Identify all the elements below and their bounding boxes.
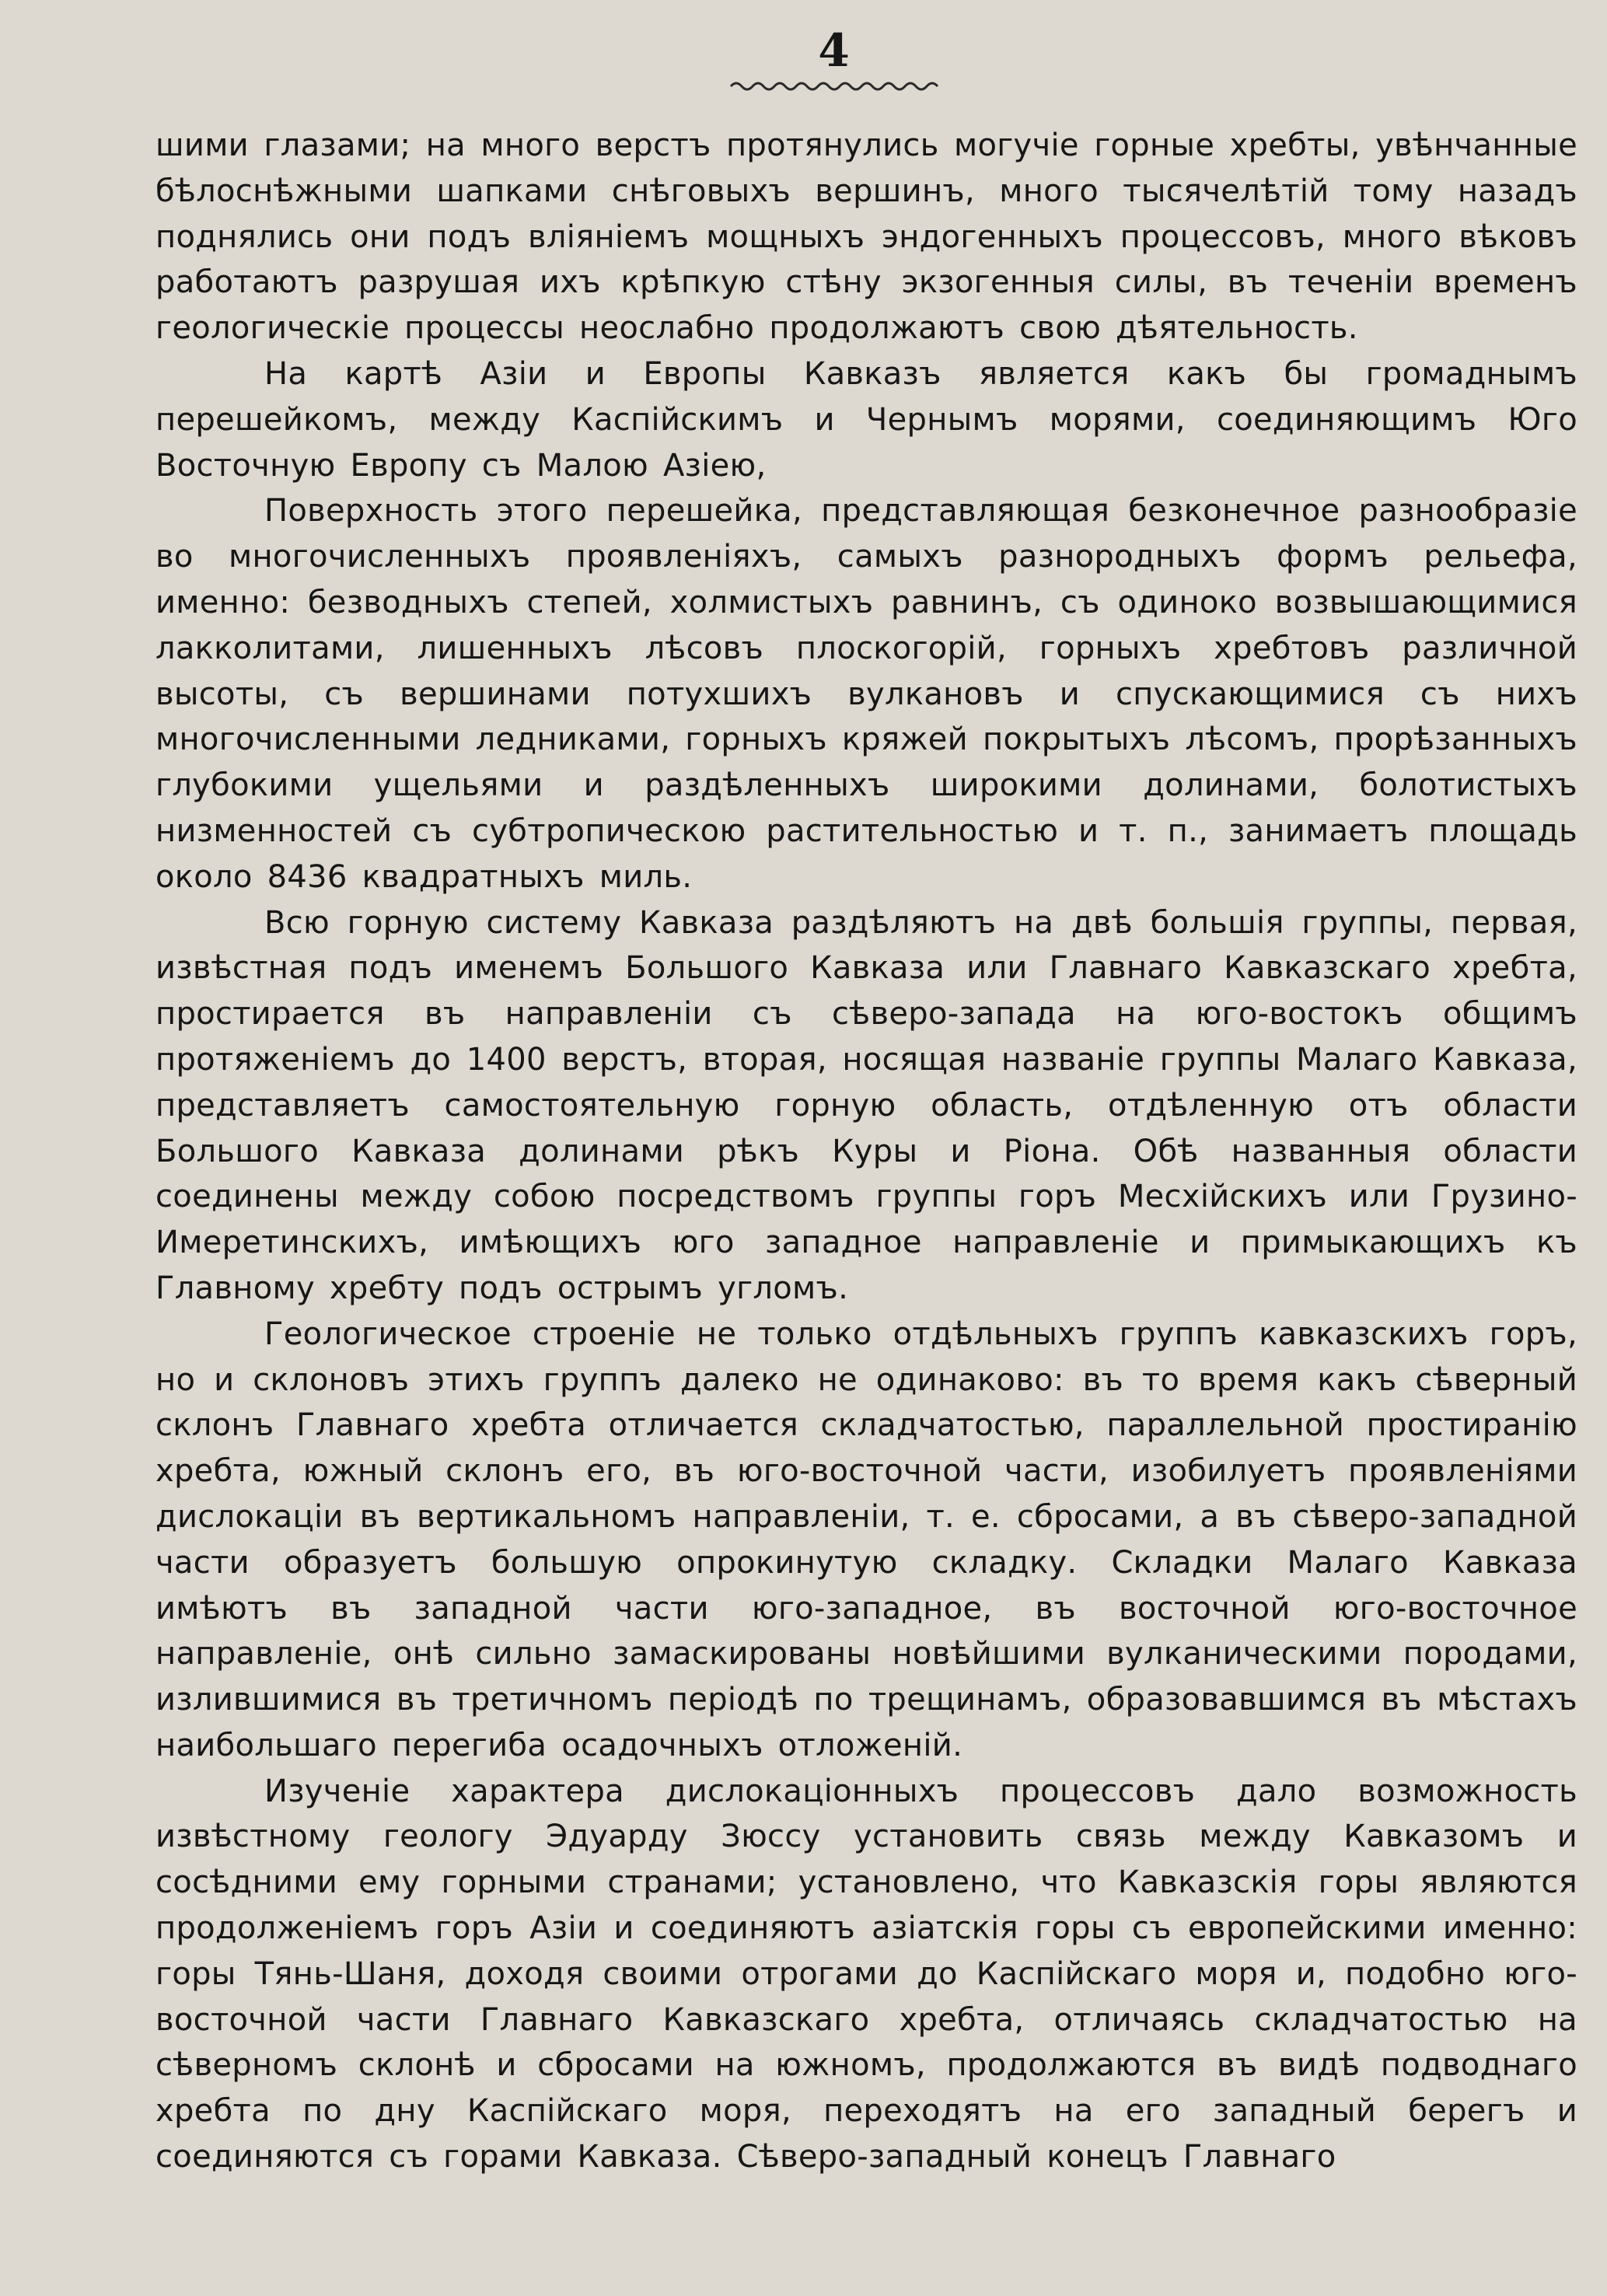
page-number: 4 <box>818 24 850 77</box>
paragraph: Всю горную систему Кавказа раздѣляютъ на двѣ большія группы, первая, извѣстная подъ именемъ Большого Кавказа или Главнаго Кавказскаго хребта, простирается въ направленіи съ сѣверо-запада на юго-востокъ общимъ протяженіемъ до 1400 верстъ, вторая, носящая названіе группы Малаго Кавказа, представляетъ самостоятельную горную область, отдѣленную отъ области Большого Кавказа долинами рѣкъ Куры и Ріона. Обѣ названныя области соединены между собою посредствомъ группы горъ Месхійскихъ или Грузино-Имеретинскихъ, имѣющихъ юго западное направленіе и примыкающихъ къ Главному хребту подъ острымъ угломъ. <box>155 904 1577 1306</box>
paragraph: На картѣ Азіи и Европы Кавказъ является какъ бы громаднымъ перешейкомъ, между Каспійскимъ и Чернымъ морями, соединяющимъ Юго Восточную Европу съ Малою Азіею, <box>155 355 1577 484</box>
body-text <box>155 123 1577 2180</box>
paragraph: Изученіе характера дислокаціонныхъ процессовъ дало возможность извѣстному геологу Эдуарду Зюссу установить связь между Кавказомъ и сосѣдними ему горными странами; установлено, что Кавказскія горы являются продолженіемъ горъ Азіи и соединяютъ азіатскія горы съ европейскими именно: горы Тянь-Шаня, доходя своими отрогами до Каспійскаго моря и, подобно юго-восточной части Главнаго Кавказскаго хребта, отличаясь складчатостью на сѣверномъ склонѣ и сбросами на южномъ, продолжаются въ видѣ подводнаго хребта по дну Каспійскаго моря, переходятъ на его западный берегъ и соединяются съ горами Кавказа. Сѣверо-западный конецъ Главнаго <box>155 1773 1577 2175</box>
paragraph: Геологическое строеніе не только отдѣльныхъ группъ кавказскихъ горъ, но и склоновъ этихъ группъ далеко не одинаково: въ то время какъ сѣверный склонъ Главнаго хребта отличается складчатостью, параллельной простиранію хребта, южный склонъ его, въ юго-восточной части, изобилуетъ проявленіями дислокаціи въ вертикальномъ направленіи, т. е. сбросами, а въ сѣверо-западной части образуетъ большую опрокинутую складку. Складки Малаго Кавказа имѣютъ въ западной части юго-западное, въ восточной юго-восточное направленіе, онѣ сильно замаскированы новѣйшими вулканическими породами, излившимися въ третичномъ періодѣ по трещинамъ, образовавшимся въ мѣстахъ наибольшаго перегиба осадочныхъ отложеній. <box>155 1316 1577 1763</box>
wavy-rule-ornament <box>729 78 939 95</box>
paragraph: Поверхность этого перешейка, представляющая безконечное разнообразіе во многочисленныхъ проявленіяхъ, самыхъ разнородныхъ формъ рельефа, именно: безводныхъ степей, холмистыхъ равнинъ, съ одиноко возвышающимися лакколитами, лишенныхъ лѣсовъ плоскогорій, горныхъ хребтовъ различной высоты, съ вершинами потухшихъ вулкановъ и спускающимися съ нихъ многочисленными ледниками, горныхъ кряжей покрытыхъ лѣсомъ, прорѣзанныхъ глубокими ущельями и раздѣленныхъ широкими долинами, болотистыхъ низменностей съ субтропическою растительностью и т. п., занимаетъ площадь около 8436 квадратныхъ миль. <box>155 493 1577 895</box>
paragraph: шими глазами; на много верстъ протянулись могучіе горные хребты, увѣнчанные бѣлоснѣжными шапками снѣговыхъ вершинъ, много тысячелѣтій тому назадъ поднялись они подъ вліяніемъ мощныхъ эндогенныхъ процессовъ, много вѣковъ работаютъ разрушая ихъ крѣпкую стѣну экзогенныя силы, въ теченіи временъ геологическіе процессы неослабно продолжаютъ свою дѣятельность. <box>155 128 1577 347</box>
